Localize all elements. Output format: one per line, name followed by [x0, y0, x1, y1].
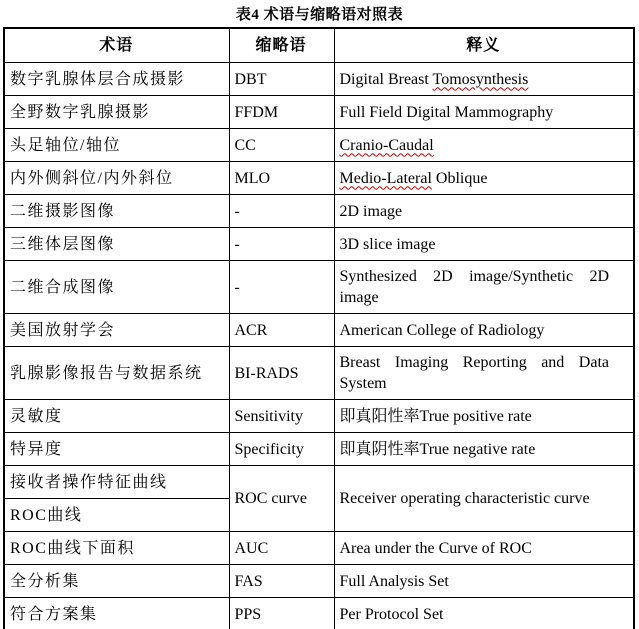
definition-text: Oblique — [431, 169, 488, 187]
term-cell: 头足轴位/轴位 — [4, 129, 229, 162]
definition-cell — [334, 433, 634, 466]
abbreviation-cell: FAS — [229, 565, 334, 598]
definition-cell — [334, 162, 634, 195]
definition-text: Full Analysis Set — [339, 572, 449, 590]
table-row — [4, 314, 634, 347]
definition-cell — [334, 129, 634, 162]
definition-cell — [334, 400, 634, 433]
misspelled-text: Tomosynthesis — [432, 70, 529, 88]
definition-text: Full Field Digital Mammography — [339, 103, 554, 121]
abbreviation-cell: Sensitivity — [229, 400, 334, 433]
abbreviation-cell: AUC — [229, 532, 334, 565]
definition-cell — [334, 347, 634, 400]
definition-text: Area under the Curve of ROC — [339, 539, 532, 557]
definition-cell — [334, 598, 634, 629]
definition-cell — [334, 96, 634, 129]
definition-cell — [334, 565, 634, 598]
table-row — [4, 466, 634, 499]
table-row — [4, 162, 634, 195]
definition-cell — [334, 195, 634, 228]
term-cell: 接收者操作特征曲线 — [4, 466, 229, 499]
definition-text: 3D slice image — [339, 235, 436, 253]
definition-text: Breast Imaging Reporting and Data System — [339, 354, 609, 392]
term-cell: 二维合成图像 — [4, 261, 229, 314]
definition-cell — [334, 63, 634, 96]
abbreviation-cell: FFDM — [229, 96, 334, 129]
term-cell: 美国放射学会 — [4, 314, 229, 347]
table-row — [4, 598, 634, 629]
definition-text: Per Protocol Set — [339, 605, 444, 623]
definition-text: Digital Breast — [339, 70, 433, 88]
definition-text: American College of Radiology — [339, 321, 545, 339]
abbreviation-cell: Specificity — [229, 433, 334, 466]
term-cell: 内外侧斜位/内外斜位 — [4, 162, 229, 195]
abbreviation-cell: ACR — [229, 314, 334, 347]
term-cell: 全野数字乳腺摄影 — [4, 96, 229, 129]
term-cell: 三维体层图像 — [4, 228, 229, 261]
table-row — [4, 195, 634, 228]
table-caption: 表4 术语与缩略语对照表 — [235, 7, 404, 23]
term-cell: 二维摄影图像 — [4, 195, 229, 228]
abbreviation-cell: DBT — [229, 63, 334, 96]
abbreviation-cell: - — [229, 228, 334, 261]
abbreviation-cell: PPS — [229, 598, 334, 629]
abbreviation-cell: MLO — [229, 162, 334, 195]
term-cell: 特异度 — [4, 433, 229, 466]
col-header-definition: 释义 — [334, 28, 634, 63]
abbreviation-cell: BI-RADS — [229, 347, 334, 400]
definition-text: 2D image — [339, 202, 403, 220]
table-row — [4, 96, 634, 129]
table-row — [4, 532, 634, 565]
misspelled-text: Cranio-Caudal — [339, 136, 434, 154]
definition-cell — [334, 532, 634, 565]
abbreviation-cell: ROC curve — [229, 466, 334, 532]
table-row — [4, 347, 634, 400]
term-cell: ROC曲线 — [4, 499, 229, 532]
terms-table-body — [4, 63, 634, 629]
abbreviation-cell: - — [229, 195, 334, 228]
table-row — [4, 228, 634, 261]
definition-text: Receiver operating characteristic curve — [339, 490, 590, 507]
col-header-abbreviation: 缩略语 — [229, 28, 334, 63]
misspelled-text: Medio-Lateral — [339, 169, 432, 187]
definition-text: Synthesized 2D image/Synthetic 2D image — [339, 268, 609, 306]
table-row — [4, 433, 634, 466]
terms-table — [3, 27, 635, 629]
table-row — [4, 400, 634, 433]
table-row — [4, 63, 634, 96]
definition-cell — [334, 466, 634, 532]
term-cell: 数字乳腺体层合成摄影 — [4, 63, 229, 96]
term-cell: 灵敏度 — [4, 400, 229, 433]
table-row — [4, 565, 634, 598]
col-header-term: 术语 — [4, 28, 229, 63]
term-cell: ROC曲线下面积 — [4, 532, 229, 565]
table-row — [4, 261, 634, 314]
abbreviation-cell: - — [229, 261, 334, 314]
definition-text: 即真阴性率True negative rate — [339, 440, 536, 458]
term-cell: 符合方案集 — [4, 598, 229, 629]
definition-text: 即真阳性率True positive rate — [339, 407, 532, 425]
definition-cell — [334, 228, 634, 261]
term-cell: 全分析集 — [4, 565, 229, 598]
definition-cell — [334, 261, 634, 314]
header-row — [4, 28, 634, 63]
definition-cell — [334, 314, 634, 347]
table-row — [4, 129, 634, 162]
abbreviation-cell: CC — [229, 129, 334, 162]
term-cell: 乳腺影像报告与数据系统 — [4, 347, 229, 400]
